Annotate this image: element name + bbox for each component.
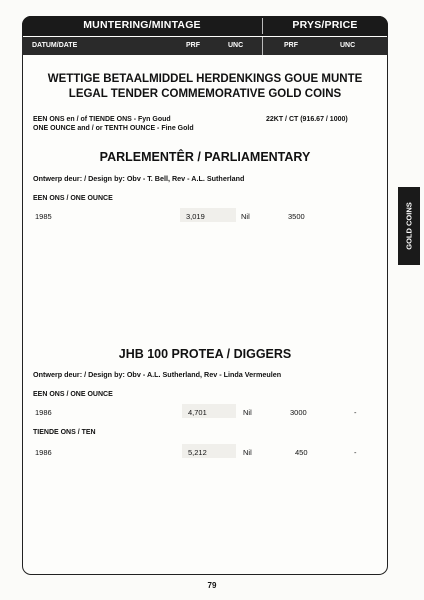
price-header: PRYS/PRICE xyxy=(292,19,358,31)
subhead-tenth-ounce: TIENDE ONS / TEN xyxy=(33,429,96,436)
row-unc-mintage: Nil xyxy=(243,448,252,457)
table-header-sub xyxy=(22,37,388,55)
row-price-unc: - xyxy=(354,448,357,457)
row-unc-mintage: Nil xyxy=(241,212,250,221)
unc-column-header: UNC xyxy=(228,42,244,49)
price-unc-column-header: UNC xyxy=(340,42,356,49)
row-price-unc: - xyxy=(354,408,357,417)
row-date: 1986 xyxy=(35,448,52,457)
section-title-diggers: JHB 100 PROTEA / DIGGERS xyxy=(118,347,292,361)
row-price: 3000 xyxy=(290,408,307,417)
mintage-header: MUNTERING/MINTAGE xyxy=(83,19,201,31)
page-title-english: LEGAL TENDER COMMEMORATIVE GOLD COINS xyxy=(68,88,342,100)
date-column-header: DATUM/DATE xyxy=(32,42,78,49)
spec-line-english: ONE OUNCE and / or TENTH OUNCE - Fine Gold xyxy=(33,125,194,132)
table-header-top xyxy=(22,16,388,36)
row-prf-mintage: 3,019 xyxy=(180,208,236,222)
subhead-one-ounce: EEN ONS / ONE OUNCE xyxy=(33,391,113,398)
design-credit: Ontwerp deur: / Design by: Obv - T. Bell, Rev - A.L. Sutherland xyxy=(33,174,245,183)
prf-column-header: PRF xyxy=(186,42,200,49)
subhead-one-ounce: EEN ONS / ONE OUNCE xyxy=(33,195,113,202)
row-prf-mintage: 4,701 xyxy=(182,404,236,418)
price-prf-column-header: PRF xyxy=(284,42,298,49)
page-number: 79 xyxy=(207,581,217,590)
row-date: 1985 xyxy=(35,212,52,221)
side-tab-gold-coins xyxy=(398,187,420,265)
row-prf-mintage: 5,212 xyxy=(182,444,236,458)
side-tab-label: GOLD COINS xyxy=(404,202,414,250)
row-unc-mintage: Nil xyxy=(243,408,252,417)
spec-line-afrikaans: EEN ONS en / of TIENDE ONS - Fyn Goud xyxy=(33,116,171,123)
header-divider xyxy=(262,37,263,55)
purity-spec: 22KT / CT (916.67 / 1000) xyxy=(266,116,348,123)
design-credit: Ontwerp deur: / Design by: Obv - A.L. Sutherland, Rev - Linda Vermeulen xyxy=(33,370,282,379)
row-price: 450 xyxy=(295,448,308,457)
section-title-parliamentary: PARLEMENTÊR / PARLIAMENTARY xyxy=(99,150,311,164)
page-title-afrikaans: WETTIGE BETAALMIDDEL HERDENKINGS GOUE MUNTE xyxy=(47,73,363,85)
row-price: 3500 xyxy=(288,212,305,221)
row-date: 1986 xyxy=(35,408,52,417)
